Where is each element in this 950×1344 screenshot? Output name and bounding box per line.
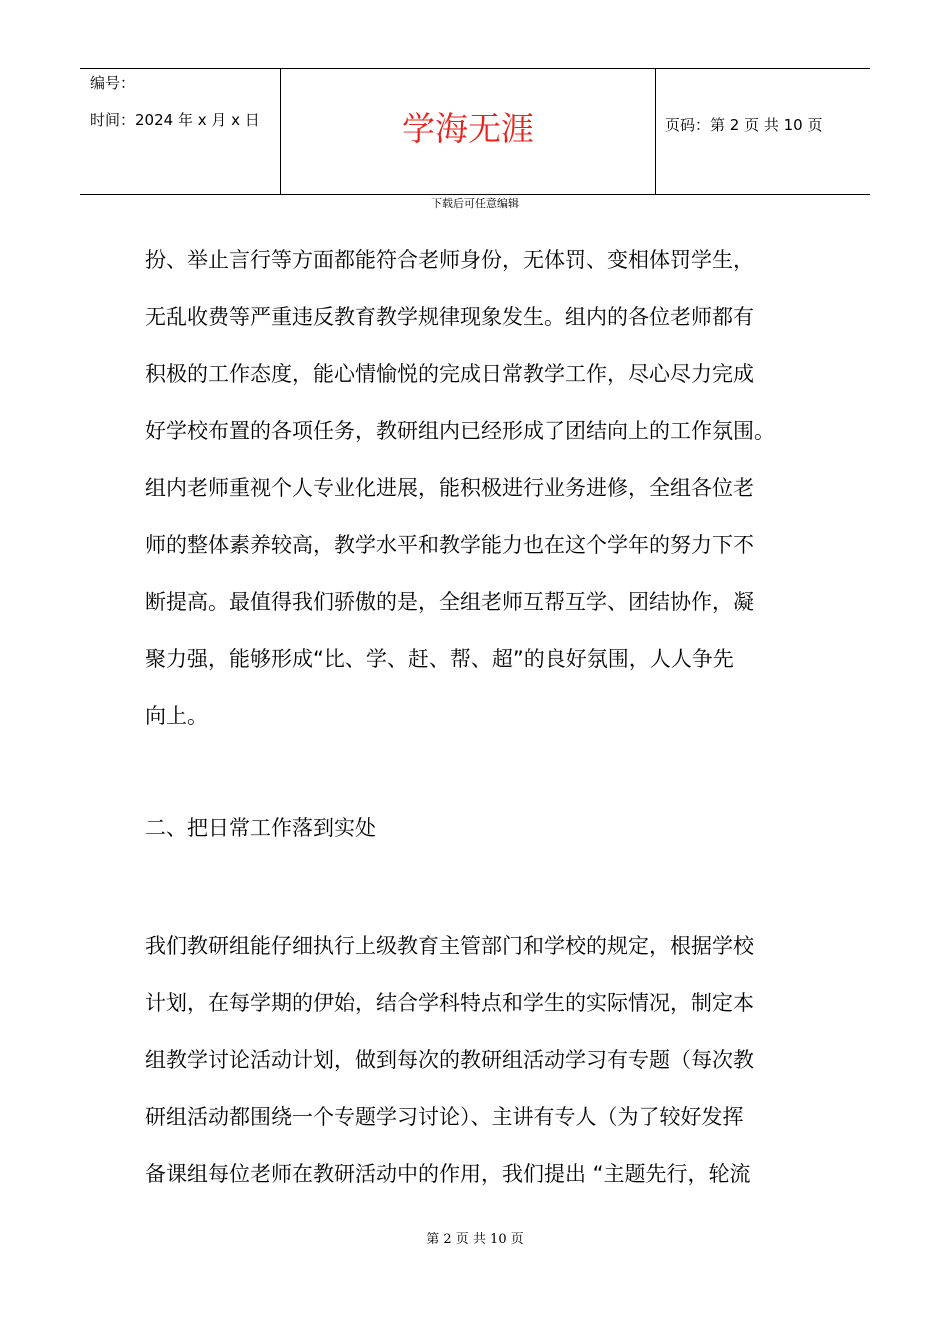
header-left-cell	[80, 69, 280, 194]
text-line: 研组活动都围绕一个专题学习讨论）、主讲有专人（为了较好发挥	[145, 1105, 744, 1129]
text-line: 断提高。最值得我们骄傲的是，全组老师互帮互学、团结协作，凝	[145, 590, 754, 614]
header-title: 学海无涯	[402, 109, 534, 148]
section-heading: 二、把日常工作落到实处	[145, 816, 376, 840]
page-number-label: 页码：第 2 页 共 10 页	[665, 116, 823, 134]
time-label: 时间：2024 年 x 月 x 日	[90, 111, 260, 129]
text-line: 备课组每位老师在教研活动中的作用，我们提出 “主题先行，轮流	[145, 1162, 751, 1186]
text-line: 无乱收费等严重违反教育教学规律现象发生。组内的各位老师都有	[145, 305, 754, 329]
text-line: 我们教研组能仔细执行上级教育主管部门和学校的规定，根据学校	[145, 934, 754, 958]
text-line: 好学校布置的各项任务，教研组内已经形成了团结向上的工作氛围。	[145, 419, 775, 443]
text-line: 师的整体素养较高，教学水平和教学能力也在这个学年的努力下不	[145, 533, 754, 557]
serial-label: 编号：	[90, 74, 136, 92]
text-line: 聚力强，能够形成“比、学、赶、帮、超”的良好氛围，人人争先	[145, 647, 734, 671]
text-line: 组教学讨论活动计划，做到每次的教研组活动学习有专题（每次教	[145, 1048, 754, 1072]
text-line: 组内老师重视个人专业化进展，能积极进行业务进修，全组各位老	[145, 476, 754, 500]
text-line: 扮、举止言行等方面都能符合老师身份，无体罚、变相体罚学生，	[145, 248, 754, 272]
header-title-cell	[280, 69, 656, 194]
paragraph-1	[145, 232, 835, 745]
text-line: 向上。	[145, 704, 208, 728]
header-right-cell	[655, 69, 870, 194]
page-footer: 第 2 页 共 10 页	[426, 1232, 524, 1247]
text-line: 积极的工作态度，能心情愉悦的完成日常教学工作，尽心尽力完成	[145, 362, 754, 386]
document-header	[80, 68, 870, 195]
edit-note: 下载后可任意编辑	[431, 197, 519, 210]
paragraph-2	[145, 918, 835, 1203]
text-line: 计划，在每学期的伊始，结合学科特点和学生的实际情况，制定本	[145, 991, 754, 1015]
